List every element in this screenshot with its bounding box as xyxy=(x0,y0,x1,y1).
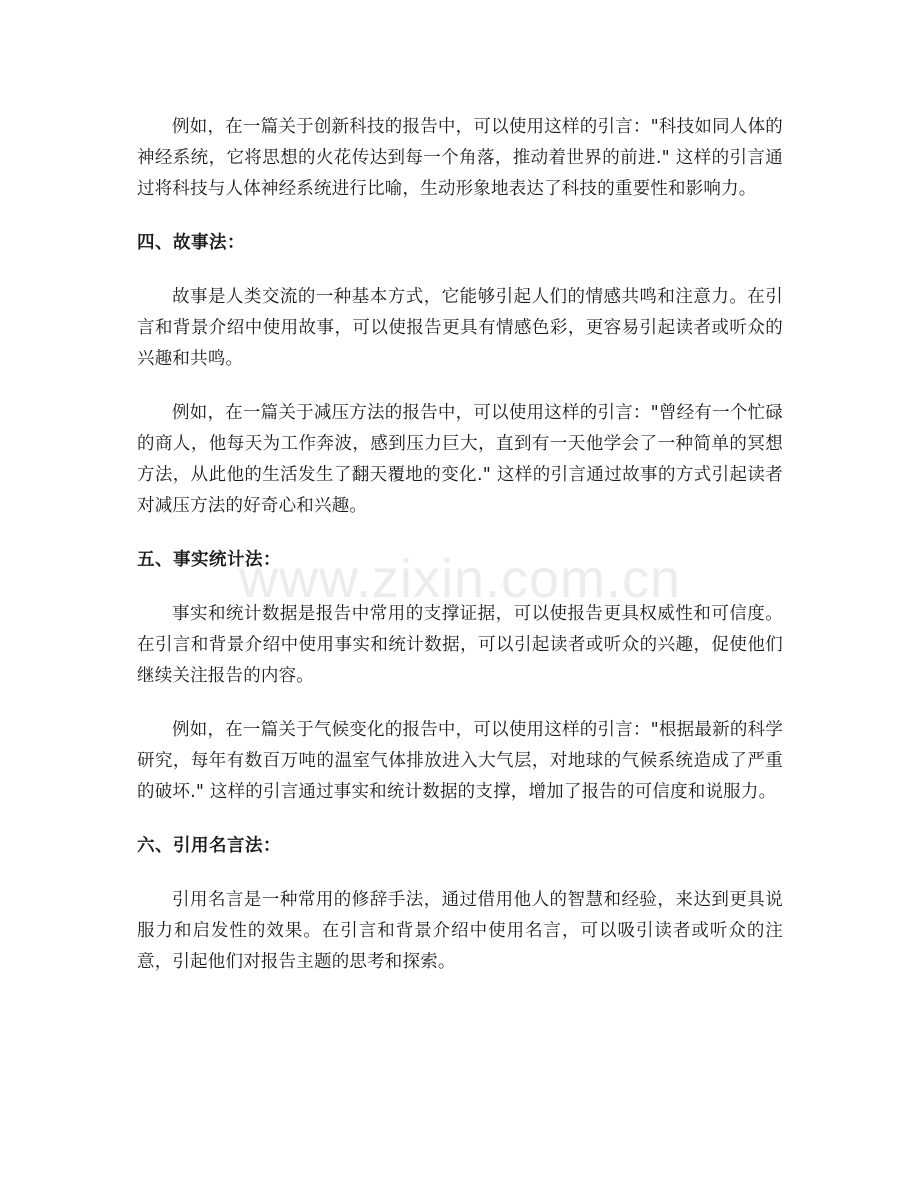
paragraph-quotes-intro: 引用名言是一种常用的修辞手法，通过借用他人的智慧和经验，来达到更具说服力和启发性的效果。在引言和背景介绍中使用名言，可以吸引读者或听众的注意，引起他们对报告主题的思考和探索。 xyxy=(137,890,783,972)
paragraph-facts-intro: 事实和统计数据是报告中常用的支撑证据，可以使报告更具权威性和可信度。在引言和背景介绍中使用事实和统计数据，可以引起读者或听众的兴趣，促使他们继续关注报告的内容。 xyxy=(137,604,783,686)
paragraph-facts-example: 例如，在一篇关于气候变化的报告中，可以使用这样的引言："根据最新的科学研究，每年有数百万吨的温室气体排放进入大气层，对地球的气候系统造成了严重的破坏." 这样的引言通过事实和统计数据的支撑，增加了报告的可信度和说服力。 xyxy=(137,720,783,802)
watermark: www.zixin.com.cn xyxy=(238,549,682,609)
paragraph-story-example: 例如，在一篇关于减压方法的报告中，可以使用这样的引言："曾经有一个忙碌的商人，他每天为工作奔波，感到压力巨大，直到有一天他学会了一种简单的冥想方法，从此他的生活发生了翻天覆地的变化." 这样的引言通过故事的方式引起读者对减压方法的好奇心和兴趣。 xyxy=(137,403,783,516)
section-heading-quotes: 六、引用名言法： xyxy=(137,836,281,856)
section-heading-facts: 五、事实统计法： xyxy=(137,550,281,570)
paragraph-tech-example: 例如，在一篇关于创新科技的报告中，可以使用这样的引言："科技如同人体的神经系统，它将思想的火花传达到每一个角落，推动着世界的前进." 这样的引言通过将科技与人体神经系统进行比喻，生动形象地表达了科技的重要性和影响力。 xyxy=(137,117,783,199)
document-body xyxy=(137,112,783,1001)
paragraph-story-intro: 故事是人类交流的一种基本方式，它能够引起人们的情感共鸣和注意力。在引言和背景介绍中使用故事，可以使报告更具有情感色彩，更容易引起读者或听众的兴趣和共鸣。 xyxy=(137,287,783,369)
section-heading-story: 四、故事法： xyxy=(137,233,245,253)
